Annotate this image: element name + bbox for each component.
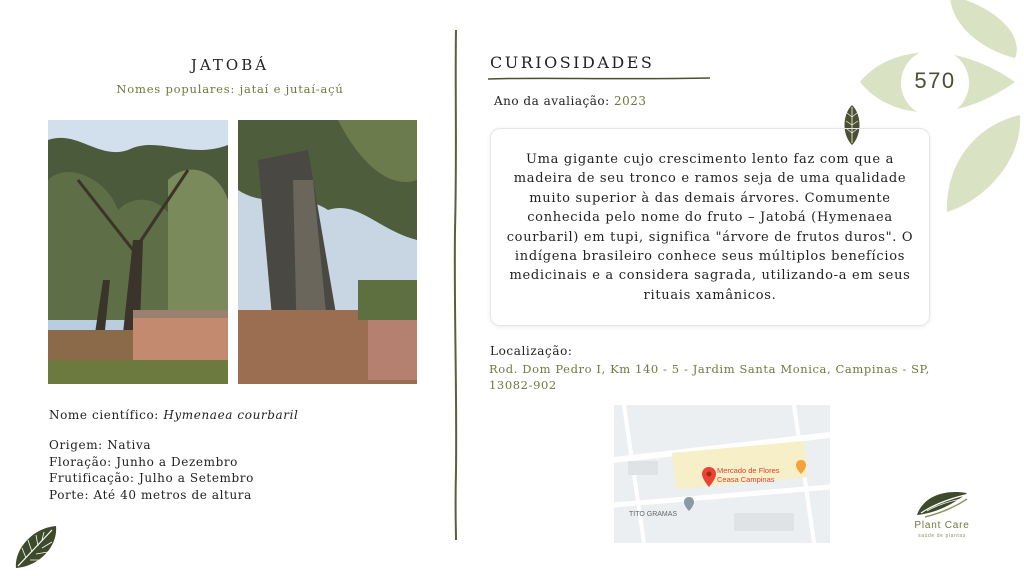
location-label: Localização: bbox=[490, 344, 573, 358]
curiosities-title: CURIOSIDADES bbox=[490, 53, 655, 72]
plant-care-logo-icon bbox=[915, 487, 969, 519]
leaf-icon bbox=[12, 522, 60, 570]
tree-photo-1 bbox=[48, 120, 228, 384]
scientific-name: Hymenaea courbaril bbox=[163, 408, 299, 422]
year-label: Ano da avaliação: bbox=[494, 94, 610, 108]
badge-number: 570 bbox=[914, 68, 956, 93]
map-pin-icon[interactable] bbox=[702, 467, 716, 487]
title-underline bbox=[488, 76, 710, 82]
fact-fruiting: Frutificação: Julho a Setembro bbox=[49, 471, 254, 485]
evaluation-year bbox=[494, 94, 647, 108]
location-map[interactable] bbox=[614, 405, 830, 543]
fact-flowering: Floração: Junho a Dezembro bbox=[49, 454, 239, 469]
scientific-name-label: Nome científico: bbox=[49, 408, 159, 422]
fact-origin: Origem: Nativa bbox=[49, 438, 152, 452]
year-value: 2023 bbox=[613, 94, 647, 108]
brand-tagline: saúde de plantas bbox=[918, 533, 966, 539]
popular-names: Nomes populares: jataí e jutaí-açú bbox=[116, 82, 344, 96]
brand-name: Plant Care bbox=[914, 520, 970, 531]
scientific-name-line bbox=[49, 408, 299, 422]
map-poi-pin-icon bbox=[684, 497, 694, 511]
curiosities-text: Uma gigante cujo crescimento lento faz com que a madeira de seu tronco e ramos seja de uma qualidade muito superior à das demais árvores. Comumente conhecida pelo nome do fruto – Jatobá (Hymenaea courbaril) em tupi, significa "árvore de frutos duros". O indígena brasileiro conhece seus múltiplos benefícios medicinais e a considera sagrada, utilizando-a em seus rituais xamânicos. bbox=[506, 152, 914, 303]
map-place-line2: Ceasa Campinas bbox=[717, 475, 775, 484]
map-place-line1: Mercado de Flores bbox=[717, 466, 780, 475]
tree-photo-2 bbox=[238, 120, 417, 384]
location-address: Rod. Dom Pedro I, Km 140 - 5 - Jardim Santa Monica, Campinas - SP, 13082-902 bbox=[489, 362, 930, 392]
map-place-label bbox=[717, 466, 780, 484]
column-divider bbox=[450, 30, 462, 540]
plant-name: JATOBÁ bbox=[190, 56, 270, 74]
plant-facts bbox=[49, 437, 254, 503]
map-nearby-label: TITO GRAMAS bbox=[629, 511, 678, 518]
map-food-pin-icon bbox=[796, 460, 806, 474]
fact-size: Porte: Até 40 metros de altura bbox=[49, 487, 252, 502]
